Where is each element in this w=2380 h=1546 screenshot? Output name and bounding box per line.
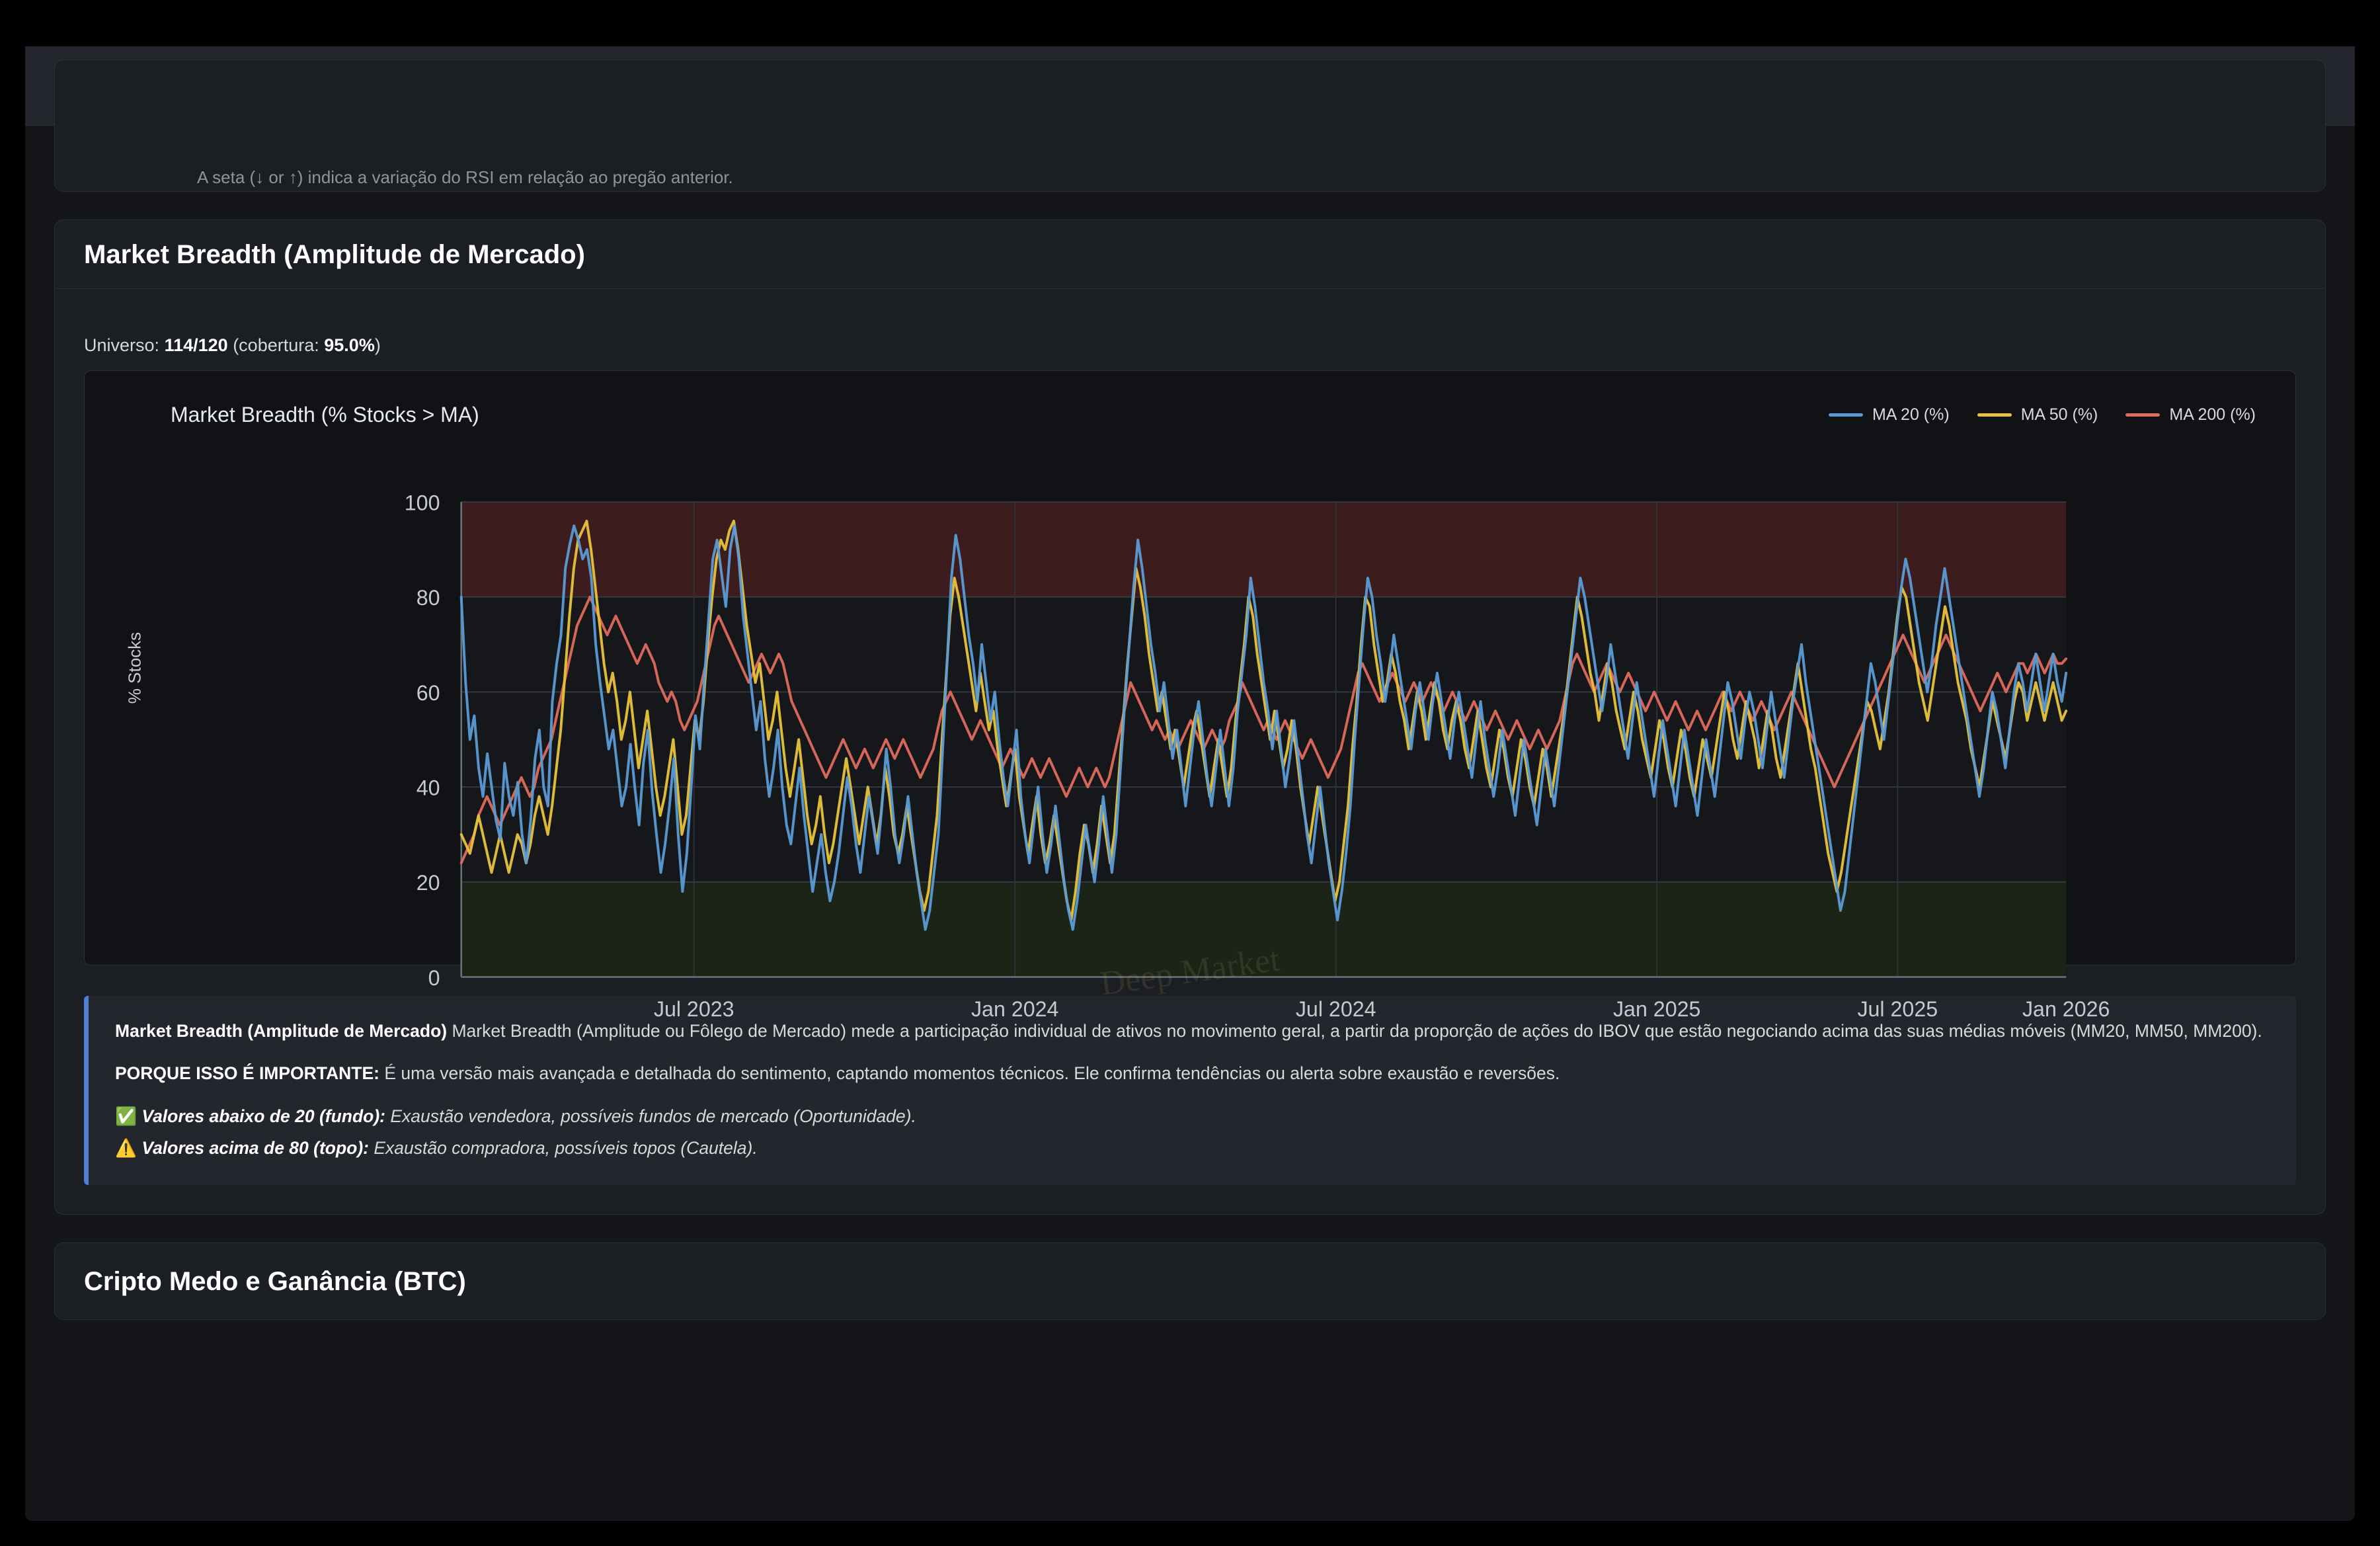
warning-icon: ⚠️	[115, 1138, 137, 1159]
coverage-value: 95.0%	[324, 335, 375, 355]
legend-label-ma20: MA 20 (%)	[1872, 405, 1950, 424]
bullet-high-text: Exaustão compradora, possíveis topos (Cautela).	[369, 1138, 758, 1159]
app-window	[25, 46, 2355, 1521]
svg-text:80: 80	[416, 586, 440, 610]
svg-text:Jan 2026: Jan 2026	[2022, 997, 2110, 1021]
svg-text:Jul 2025: Jul 2025	[1857, 997, 1938, 1021]
rsi-card-partial	[54, 60, 2326, 192]
universe-line	[84, 311, 2296, 370]
crypto-fear-greed-card	[54, 1242, 2326, 1320]
svg-text:0: 0	[428, 965, 440, 990]
market-breadth-title-wrap	[55, 220, 2325, 289]
svg-text:Jul 2023: Jul 2023	[653, 997, 734, 1021]
bullet-high-bold: Valores acima de 80 (topo):	[141, 1138, 369, 1159]
svg-text:Jul 2024: Jul 2024	[1295, 997, 1376, 1021]
explanation-text-1: Market Breadth (Amplitude ou Fôlego de Mercado) mede a participação individual de ativos no movimento geral, a partir da proporção de ações do IBOV que estão negociando acima das suas médias móveis (MM20, MM50, MM200).	[447, 1021, 2262, 1041]
chart-ylabel: % Stocks	[124, 631, 145, 704]
universe-label: Universo:	[84, 335, 160, 355]
svg-text:Jan 2024: Jan 2024	[971, 997, 1059, 1021]
chart-title: Market Breadth (% Stocks > MA)	[171, 403, 479, 427]
market-breadth-chart[interactable]	[84, 370, 2296, 1021]
svg-text:60: 60	[416, 680, 440, 705]
svg-text:100: 100	[404, 491, 440, 515]
market-breadth-body	[55, 289, 2325, 1214]
svg-text:Jan 2025: Jan 2025	[1612, 997, 1701, 1021]
main-scroll-area[interactable]	[25, 60, 2355, 1455]
legend-label-ma200: MA 200 (%)	[2169, 405, 2256, 424]
explanation-term: Market Breadth (Amplitude de Mercado)	[115, 1021, 448, 1041]
check-icon: ✅	[115, 1106, 137, 1126]
explanation-importance-label: PORQUE ISSO É IMPORTANTE:	[115, 1063, 379, 1084]
rsi-arrow-note: A seta (↓ or ↑) indica a variação do RSI em relação ao pregão anterior.	[197, 167, 733, 187]
market-breadth-title: Market Breadth (Amplitude de Mercado)	[84, 240, 585, 269]
svg-text:20: 20	[416, 871, 440, 895]
coverage-suffix: )	[374, 335, 381, 355]
svg-text:40: 40	[416, 776, 440, 800]
bullet-low-text: Exaustão vendedora, possíveis fundos de mercado (Oportunidade).	[385, 1106, 916, 1126]
universe-value: 114/120	[164, 335, 228, 355]
market-breadth-card	[54, 220, 2326, 1215]
legend-label-ma50: MA 50 (%)	[2020, 405, 2098, 424]
bullet-low-bold: Valores abaixo de 20 (fundo):	[141, 1106, 385, 1126]
chart-plot	[85, 371, 2295, 1108]
explanation-text-2: É uma versão mais avançada e detalhada do sentimento, captando momentos técnicos. Ele confirma tendências ou alerta sobre exaustão e reversões.	[379, 1063, 1560, 1084]
crypto-card-title: Cripto Medo e Ganância (BTC)	[84, 1266, 466, 1296]
explanation-bullet-high	[115, 1135, 2270, 1160]
coverage-prefix: (cobertura:	[233, 335, 319, 355]
crypto-title-wrap	[55, 1243, 2325, 1319]
